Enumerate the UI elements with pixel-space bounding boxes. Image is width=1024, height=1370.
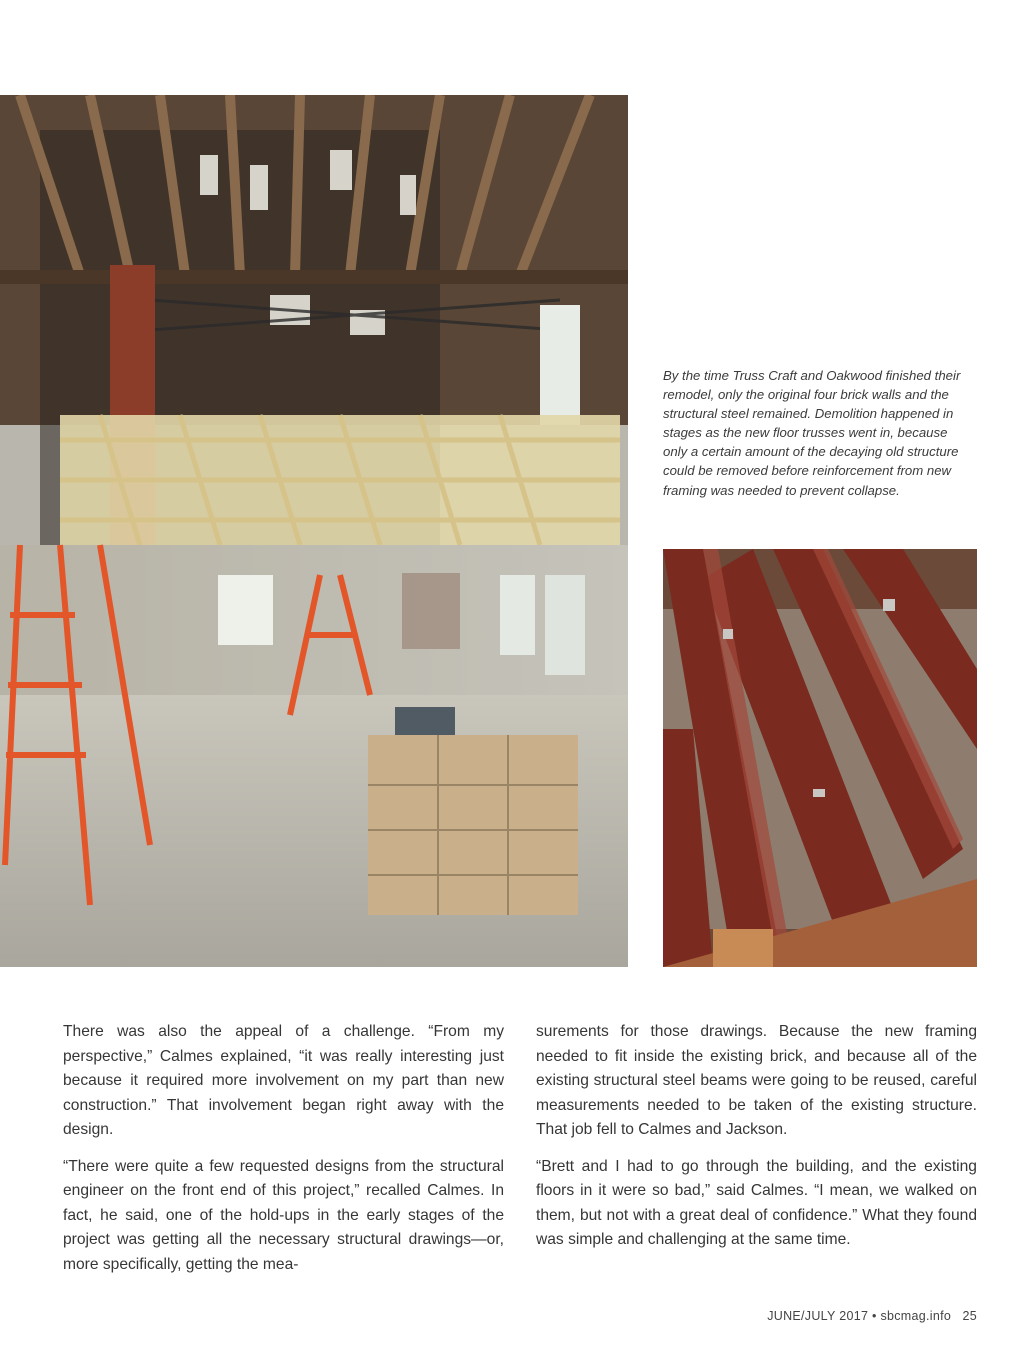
page-footer bbox=[767, 1309, 977, 1323]
article-right-column bbox=[536, 1020, 977, 1265]
main-photo bbox=[0, 95, 628, 967]
article-paragraph: “Brett and I had to go through the building, and the existing floors in it were so bad,” said Calmes. “I mean, we walked on them, but not with a great deal of confidence.” What they found was simple and challenging at the same time. bbox=[536, 1157, 977, 1248]
article-paragraph: “There were quite a few requested designs from the structural engineer on the front end of this project,” recalled Calmes. In fact, he said, one of the hold-ups in the early stages of the project was getting all the necessary structural drawings—or, more specifically, getting the mea- bbox=[63, 1157, 504, 1273]
joist-photo-illustration bbox=[663, 549, 977, 967]
article-paragraph: surements for those drawings. Because the new framing needed to fit inside the existing brick, and because all of the existing structural steel beams were going to be reused, careful measurements needed to be taken of the existing structure. That job fell to Calmes and Jackson. bbox=[536, 1023, 977, 1138]
joist-photo bbox=[663, 549, 977, 967]
article-left-column bbox=[63, 1020, 504, 1289]
article-paragraph: There was also the appeal of a challenge. “From my perspective,” Calmes explained, “it was really interesting just because it required more involvement on my part than new construction.” That involvement began right away with the design. bbox=[63, 1023, 504, 1138]
issue-date: JUNE/JULY 2017 bbox=[767, 1309, 869, 1323]
main-photo-illustration bbox=[0, 95, 628, 967]
photo-caption: By the time Truss Craft and Oakwood finished their remodel, only the original four brick walls and the structural steel remained. Demolition happened in stages as the new floor trusses went in, because only a certain amount of the decaying old structure could be removed before reinforcement from new framing was needed to prevent collapse. bbox=[663, 368, 961, 498]
footer-separator: • bbox=[871, 1309, 877, 1323]
site-link[interactable]: sbcmag.info bbox=[880, 1309, 952, 1323]
page-number: 25 bbox=[962, 1309, 977, 1323]
